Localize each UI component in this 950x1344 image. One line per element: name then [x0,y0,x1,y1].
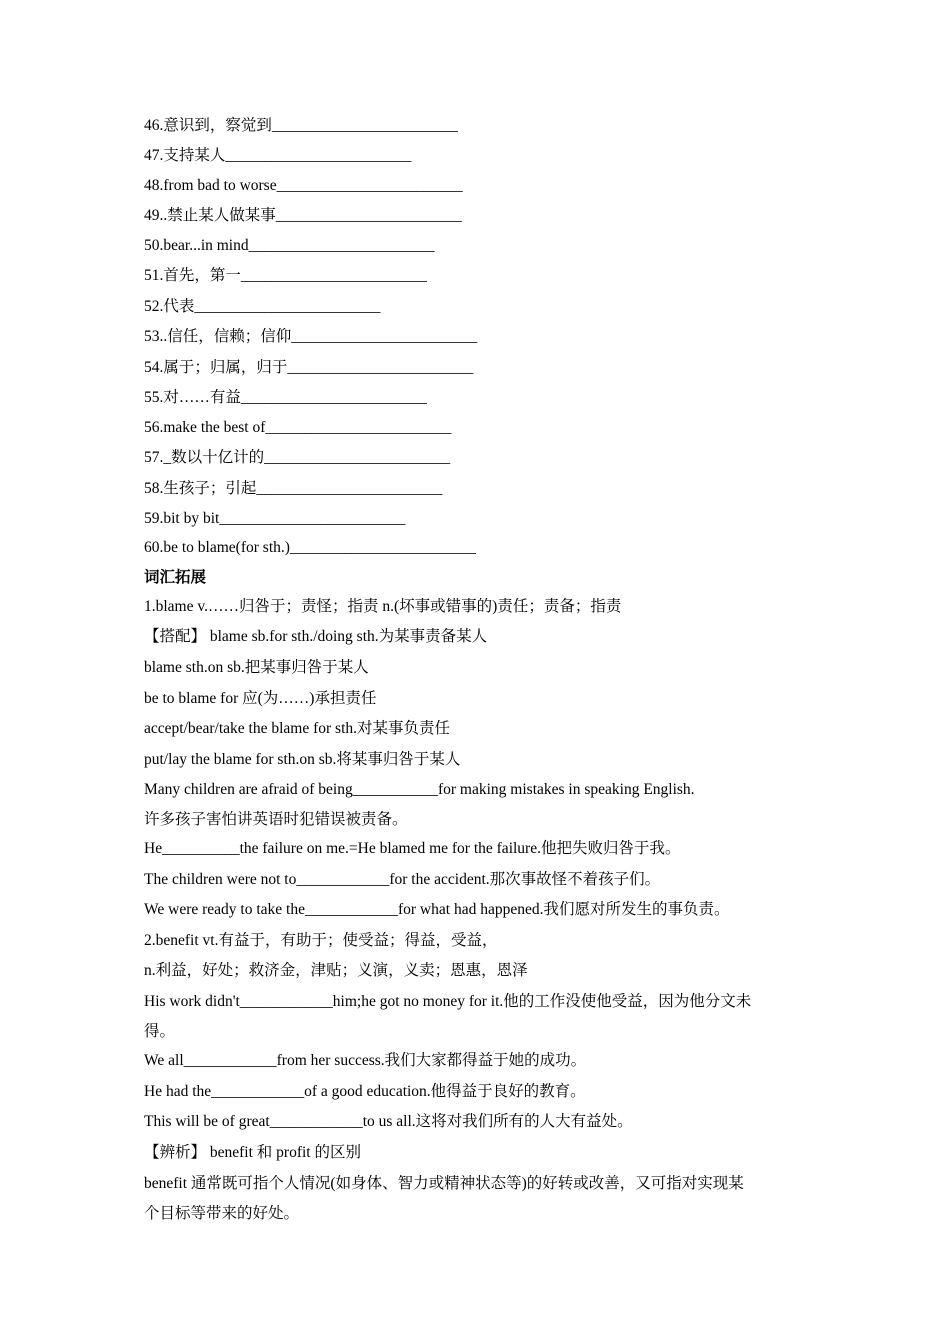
text-line: 55.对……有益________________________ [144,389,427,406]
text-line: His work didn't____________him;he got no money for it.他的工作没使他受益，因为他分文未 [144,993,752,1010]
text-line: 个目标等带来的好处。 [144,1205,300,1222]
text-line: We were ready to take the____________for what had happened.我们愿对所发生的事负责。 [144,901,730,918]
text-line: blame sth.on sb.把某事归咎于某人 [144,659,369,676]
text-line: He had the____________of a good education.他得益于良好的教育。 [144,1083,586,1100]
text-line: 51.首先，第一________________________ [144,267,427,284]
text-line: put/lay the blame for sth.on sb.将某事归咎于某人 [144,751,461,768]
text-line: 47.支持某人________________________ [144,147,412,164]
text-line: 得。 [144,1023,176,1040]
text-line: 2.benefit vt.有益于，有助于；使受益；得益，受益， [144,932,498,949]
text-line: 46.意识到，察觉到________________________ [144,117,458,134]
text-line: 50.bear...in mind________________________ [144,237,435,254]
text-line: 【搭配】 blame sb.for sth./doing sth.为某事责备某人 [144,628,488,645]
text-line: n.利益，好处；救济金，津贴；义演，义卖；恩惠，恩泽 [144,962,528,979]
text-line: accept/bear/take the blame for sth.对某事负责任 [144,720,451,737]
text-line: 53..信任，信赖；信仰________________________ [144,328,478,345]
text-line: This will be of great____________to us all.这将对我们所有的人大有益处。 [144,1113,633,1130]
text-line: The children were not to____________for the accident.那次事故怪不着孩子们。 [144,871,661,888]
text-line: 54.属于；归属，归于________________________ [144,359,474,376]
text-line: 1.blame v.……归咎于；责怪；指责 n.(坏事或错事的)责任；责备；指责 [144,598,622,615]
text-line: We all____________from her success.我们大家都得益于她的成功。 [144,1052,587,1069]
text-line: He__________the failure on me.=He blamed me for the failure.他把失败归咎于我。 [144,840,681,857]
text-line: 60.be to blame(for sth.)________________________ [144,539,476,556]
text-line: 许多孩子害怕讲英语时犯错误被责备。 [144,811,408,828]
text-line: 57._数以十亿计的________________________ [144,449,451,466]
text-line: 52.代表________________________ [144,298,381,315]
text-line: 58.生孩子；引起________________________ [144,480,443,497]
text-line: 48.from bad to worse________________________ [144,177,463,194]
section-heading: 词汇拓展 [144,569,207,586]
text-line: benefit 通常既可指个人情况(如身体、智力或精神状态等)的好转或改善，又可指对实现某 [144,1175,744,1192]
text-line: 59.bit by bit________________________ [144,510,406,527]
text-line: 【辨析】 benefit 和 profit 的区别 [144,1144,361,1161]
text-line: 56.make the best of________________________ [144,419,452,436]
text-line: 49..禁止某人做某事________________________ [144,207,462,224]
text-line: Many children are afraid of being___________for making mistakes in speaking English. [144,781,695,798]
text-line: be to blame for 应(为……)承担责任 [144,690,377,707]
